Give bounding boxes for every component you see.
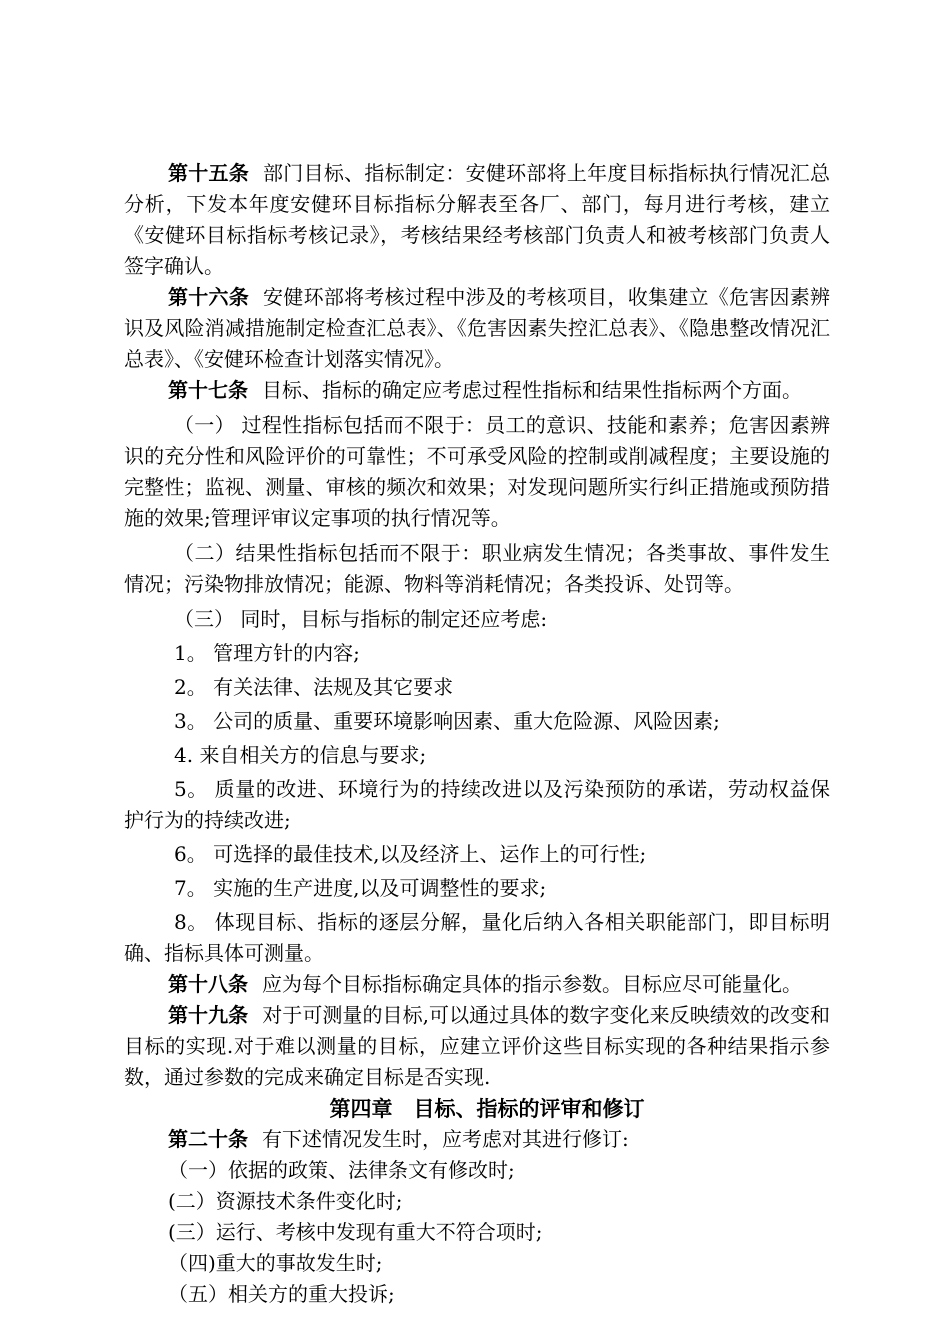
article-20 bbox=[124, 1124, 830, 1155]
article-15 bbox=[124, 158, 830, 282]
article-18-head: 第十八条 bbox=[168, 972, 248, 996]
article-15-body: 部门目标、指标制定：安健环部将上年度目标指标执行情况汇总分析，下发本年度安健环目标指标分解表至各厂、部门，每月进行考核，建立《安健环目标指标考核记录》，考核结果经考核部门负责人和被考核部门负责人签字确认。 bbox=[124, 161, 831, 278]
revision-item-5: （五）相关方的重大投诉; bbox=[168, 1282, 395, 1306]
article-17-body: 目标、指标的确定应考虑过程性指标和结果性指标两个方面。 bbox=[262, 378, 802, 402]
article-17 bbox=[124, 375, 830, 406]
revision-item-1: （一）依据的政策、法律条文有修改时; bbox=[168, 1158, 515, 1182]
article-15-head: 第十五条 bbox=[168, 161, 250, 185]
article-16-body: 安健环部将考核过程中涉及的考核项目，收集建立《危害因素辨识及风险消减措施制定检查汇总表》、《危害因素失控汇总表》、《隐患整改情况汇总表》、《安健环检查计划落实情况》。 bbox=[124, 285, 831, 371]
list-item-1: 1。 管理方针的内容; bbox=[174, 641, 360, 665]
article-18 bbox=[124, 969, 830, 1000]
article-17-sub2: （二）结果性指标包括而不限于：职业病发生情况；各类事故、事件发生情况；污染物排放情况；能源、物料等消耗情况；各类投诉、处罚等。 bbox=[124, 541, 830, 596]
article-20-head: 第二十条 bbox=[168, 1127, 248, 1151]
article-19-head: 第十九条 bbox=[168, 1003, 249, 1027]
article-16 bbox=[124, 282, 830, 375]
list-item-5: 5。 质量的改进、环境行为的持续改进以及污染预防的承诺，劳动权益保护行为的持续改进; bbox=[124, 777, 830, 832]
article-17-sub1: （一） 过程性指标包括而不限于：员工的意识、技能和素养；危害因素辨识的充分性和风险评价的可靠性；不可承受风险的控制或削减程度；主要设施的完整性；监视、测量、审核的频次和效果；对发现问题所实行纠正措施或预防措施的效果;管理评审议定事项的执行情况等。 bbox=[124, 413, 830, 530]
revision-item-3: (三）运行、考核中发现有重大不符合项时; bbox=[168, 1220, 543, 1244]
article-17-head: 第十七条 bbox=[168, 378, 248, 402]
chapter-4-title: 第四章 目标、指标的评审和修订 bbox=[329, 1096, 645, 1121]
list-item-8: 8。 体现目标、指标的逐层分解，量化后纳入各相关职能部门，即目标明确、指标具体可测量。 bbox=[124, 910, 830, 965]
article-18-body: 应为每个目标指标确定具体的指示参数。目标应尽可能量化。 bbox=[262, 972, 802, 996]
revision-item-2: (二）资源技术条件变化时; bbox=[168, 1189, 403, 1213]
article-19 bbox=[124, 1000, 830, 1093]
list-item-4: 4. 来自相关方的信息与要求; bbox=[174, 743, 427, 767]
list-item-2: 2。 有关法律、法规及其它要求 bbox=[174, 675, 454, 699]
article-16-head: 第十六条 bbox=[168, 285, 250, 309]
document-page bbox=[124, 158, 830, 1310]
revision-item-4: （四)重大的事故发生时; bbox=[168, 1251, 383, 1275]
article-20-body: 有下述情况发生时，应考虑对其进行修订: bbox=[262, 1127, 629, 1151]
list-item-7: 7。 实施的生产进度,以及可调整性的要求; bbox=[174, 876, 547, 900]
list-item-6: 6。 可选择的最佳技术,以及经济上、运作上的可行性; bbox=[174, 842, 647, 866]
list-item-3: 3。 公司的质量、重要环境影响因素、重大危险源、风险因素; bbox=[174, 709, 720, 733]
article-17-sub3: （三） 同时，目标与指标的制定还应考虑: bbox=[174, 607, 548, 631]
article-19-body: 对于可测量的目标,可以通过具体的数字变化来反映绩效的改变和目标的实现.对于难以测量的目标，应建立评价这些目标实现的各种结果指示参数，通过参数的完成来确定目标是否实现. bbox=[124, 1003, 831, 1089]
